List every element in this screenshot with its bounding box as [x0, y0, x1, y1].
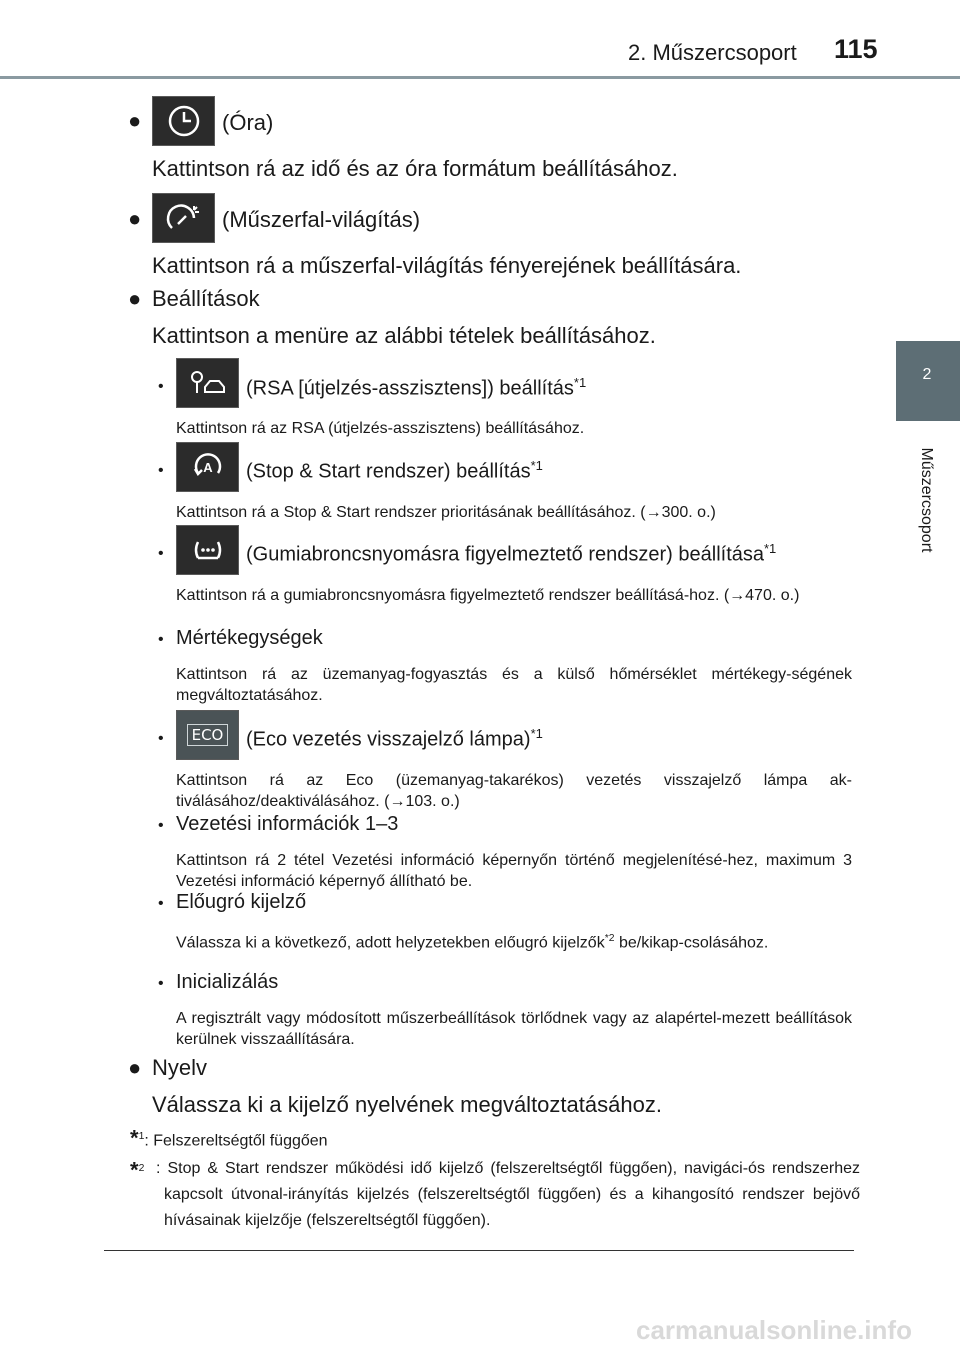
footnote-ref: *1	[530, 458, 543, 473]
sub-bullet: •	[158, 462, 164, 479]
sub-bullet: •	[158, 817, 164, 834]
sub-bullet: •	[158, 631, 164, 648]
stopstart-label	[246, 458, 543, 484]
sub-bullet: •	[158, 895, 164, 912]
header-divider	[0, 76, 960, 79]
footnote-1	[130, 1124, 328, 1154]
stop-start-icon	[176, 442, 239, 492]
lighting-desc: Kattintson rá a műszerfal-világítás fényerejének beállítására.	[152, 253, 742, 278]
tpws-desc: Kattintson rá a gumiabroncsnyomásra figyelmeztető rendszer beállításá-hoz. (→470. o.)	[176, 587, 800, 604]
driveinfo-label: Vezetési információk 1–3	[176, 813, 399, 835]
clock-icon	[152, 96, 215, 146]
footnote-text: : Felszereltségtől függően	[144, 1132, 328, 1150]
clock-label: (Óra)	[222, 110, 274, 135]
bullet: ●	[128, 206, 142, 231]
sub-bullet: •	[158, 378, 164, 395]
svg-text:A: A	[202, 460, 213, 475]
rsa-desc: Kattintson rá az RSA (útjelzés-asszisztens) beállításához.	[176, 420, 585, 437]
footnote-2-mark	[130, 1156, 144, 1186]
chapter-number: 2	[922, 366, 932, 383]
rsa-label-text: (RSA [útjelzés-asszisztens]) beállítás	[246, 377, 574, 400]
bullet: ●	[128, 1055, 142, 1080]
page-number: 115	[834, 34, 878, 64]
rsa-icon	[176, 358, 239, 408]
rsa-label	[246, 375, 586, 401]
footer-divider	[104, 1250, 854, 1251]
chapter-label-text: Műszercsoport	[918, 447, 935, 553]
tpws-label	[246, 541, 776, 567]
sub-bullet: •	[158, 975, 164, 992]
footnote-ref: *1	[764, 541, 777, 556]
clock-desc: Kattintson rá az idő és az óra formátum beállításához.	[152, 156, 678, 181]
init-desc: A regisztrált vagy módosított műszerbeállítások törlődnek vagy az alapértel-mezett beállítások kerülnek visszaállítására.	[176, 1010, 852, 1048]
driveinfo-desc: Kattintson rá 2 tétel Vezetési információ képernyőn történő megjelenítésé-hez, maximum 3 Vezetési információ képernyő állítható be.	[176, 852, 852, 890]
popup-desc	[176, 928, 852, 953]
eco-icon-text: ECO	[187, 724, 229, 746]
popup-desc-b: be/kikap-csolásához.	[614, 934, 769, 952]
units-label: Mértékegységek	[176, 627, 323, 649]
section-title: 2. Műszercsoport	[628, 40, 797, 65]
bullet: ●	[128, 108, 142, 133]
settings-desc: Kattintson a menüre az alábbi tételek beállításához.	[152, 323, 656, 348]
footnote-mark: *	[130, 1125, 139, 1151]
eco-desc: Kattintson rá az Eco (üzemanyag-takarékos) vezetés visszajelző lámpa ak-tiválásához/deaktiválásához. (→103. o.)	[176, 772, 852, 810]
stopstart-desc: Kattintson rá a Stop & Start rendszer prioritásának beállításához. (→300. o.)	[176, 504, 716, 521]
sub-bullet: •	[158, 545, 164, 562]
bullet: ●	[128, 286, 142, 311]
footnote-number: 1	[138, 1131, 145, 1142]
units-desc: Kattintson rá az üzemanyag-fogyasztás és a külső hőmérséklet mértékegy-ségének megváltoztatásához.	[176, 666, 852, 704]
eco-label-text: (Eco vezetés visszajelző lámpa)	[246, 728, 531, 751]
footnote-ref: *2	[604, 933, 615, 944]
footnote-2-text: : Stop & Start rendszer működési idő kijelző (felszereltségtől függően), navigáci-ós rendszerhez kapcsolt útvonal-irányítás kijelzés (felszereltségtől függően) és a kihangosító rendszer bejövő hívásainak kijelzője (felszereltségtől függően).	[156, 1160, 860, 1229]
footnote-number: 2	[138, 1163, 145, 1174]
popup-desc-a: Válassza ki a következő, adott helyzetekben előugró kijelzők	[176, 934, 605, 952]
tpws-label-text: (Gumiabroncsnyomásra figyelmeztető rendszer) beállítása	[246, 543, 764, 566]
settings-label: Beállítások	[152, 286, 260, 311]
footnote-ref: *1	[573, 375, 587, 390]
dashboard-light-icon	[152, 193, 215, 243]
init-label: Inicializálás	[176, 971, 279, 993]
watermark: carmanualsonline.info	[636, 1315, 912, 1345]
lighting-label: (Műszerfal-világítás)	[222, 207, 421, 232]
language-desc: Válassza ki a kijelző nyelvének megváltoztatásához.	[152, 1092, 662, 1117]
footnote-ref: *1	[530, 726, 543, 741]
eco-icon	[176, 710, 239, 760]
eco-label	[246, 726, 543, 752]
stopstart-label-text: (Stop & Start rendszer) beállítás	[246, 460, 531, 483]
sub-bullet: •	[158, 730, 164, 747]
popup-label: Előugró kijelző	[176, 891, 307, 913]
footnote-mark: *	[130, 1157, 139, 1183]
language-label: Nyelv	[152, 1055, 208, 1080]
tire-pressure-icon	[176, 525, 239, 575]
